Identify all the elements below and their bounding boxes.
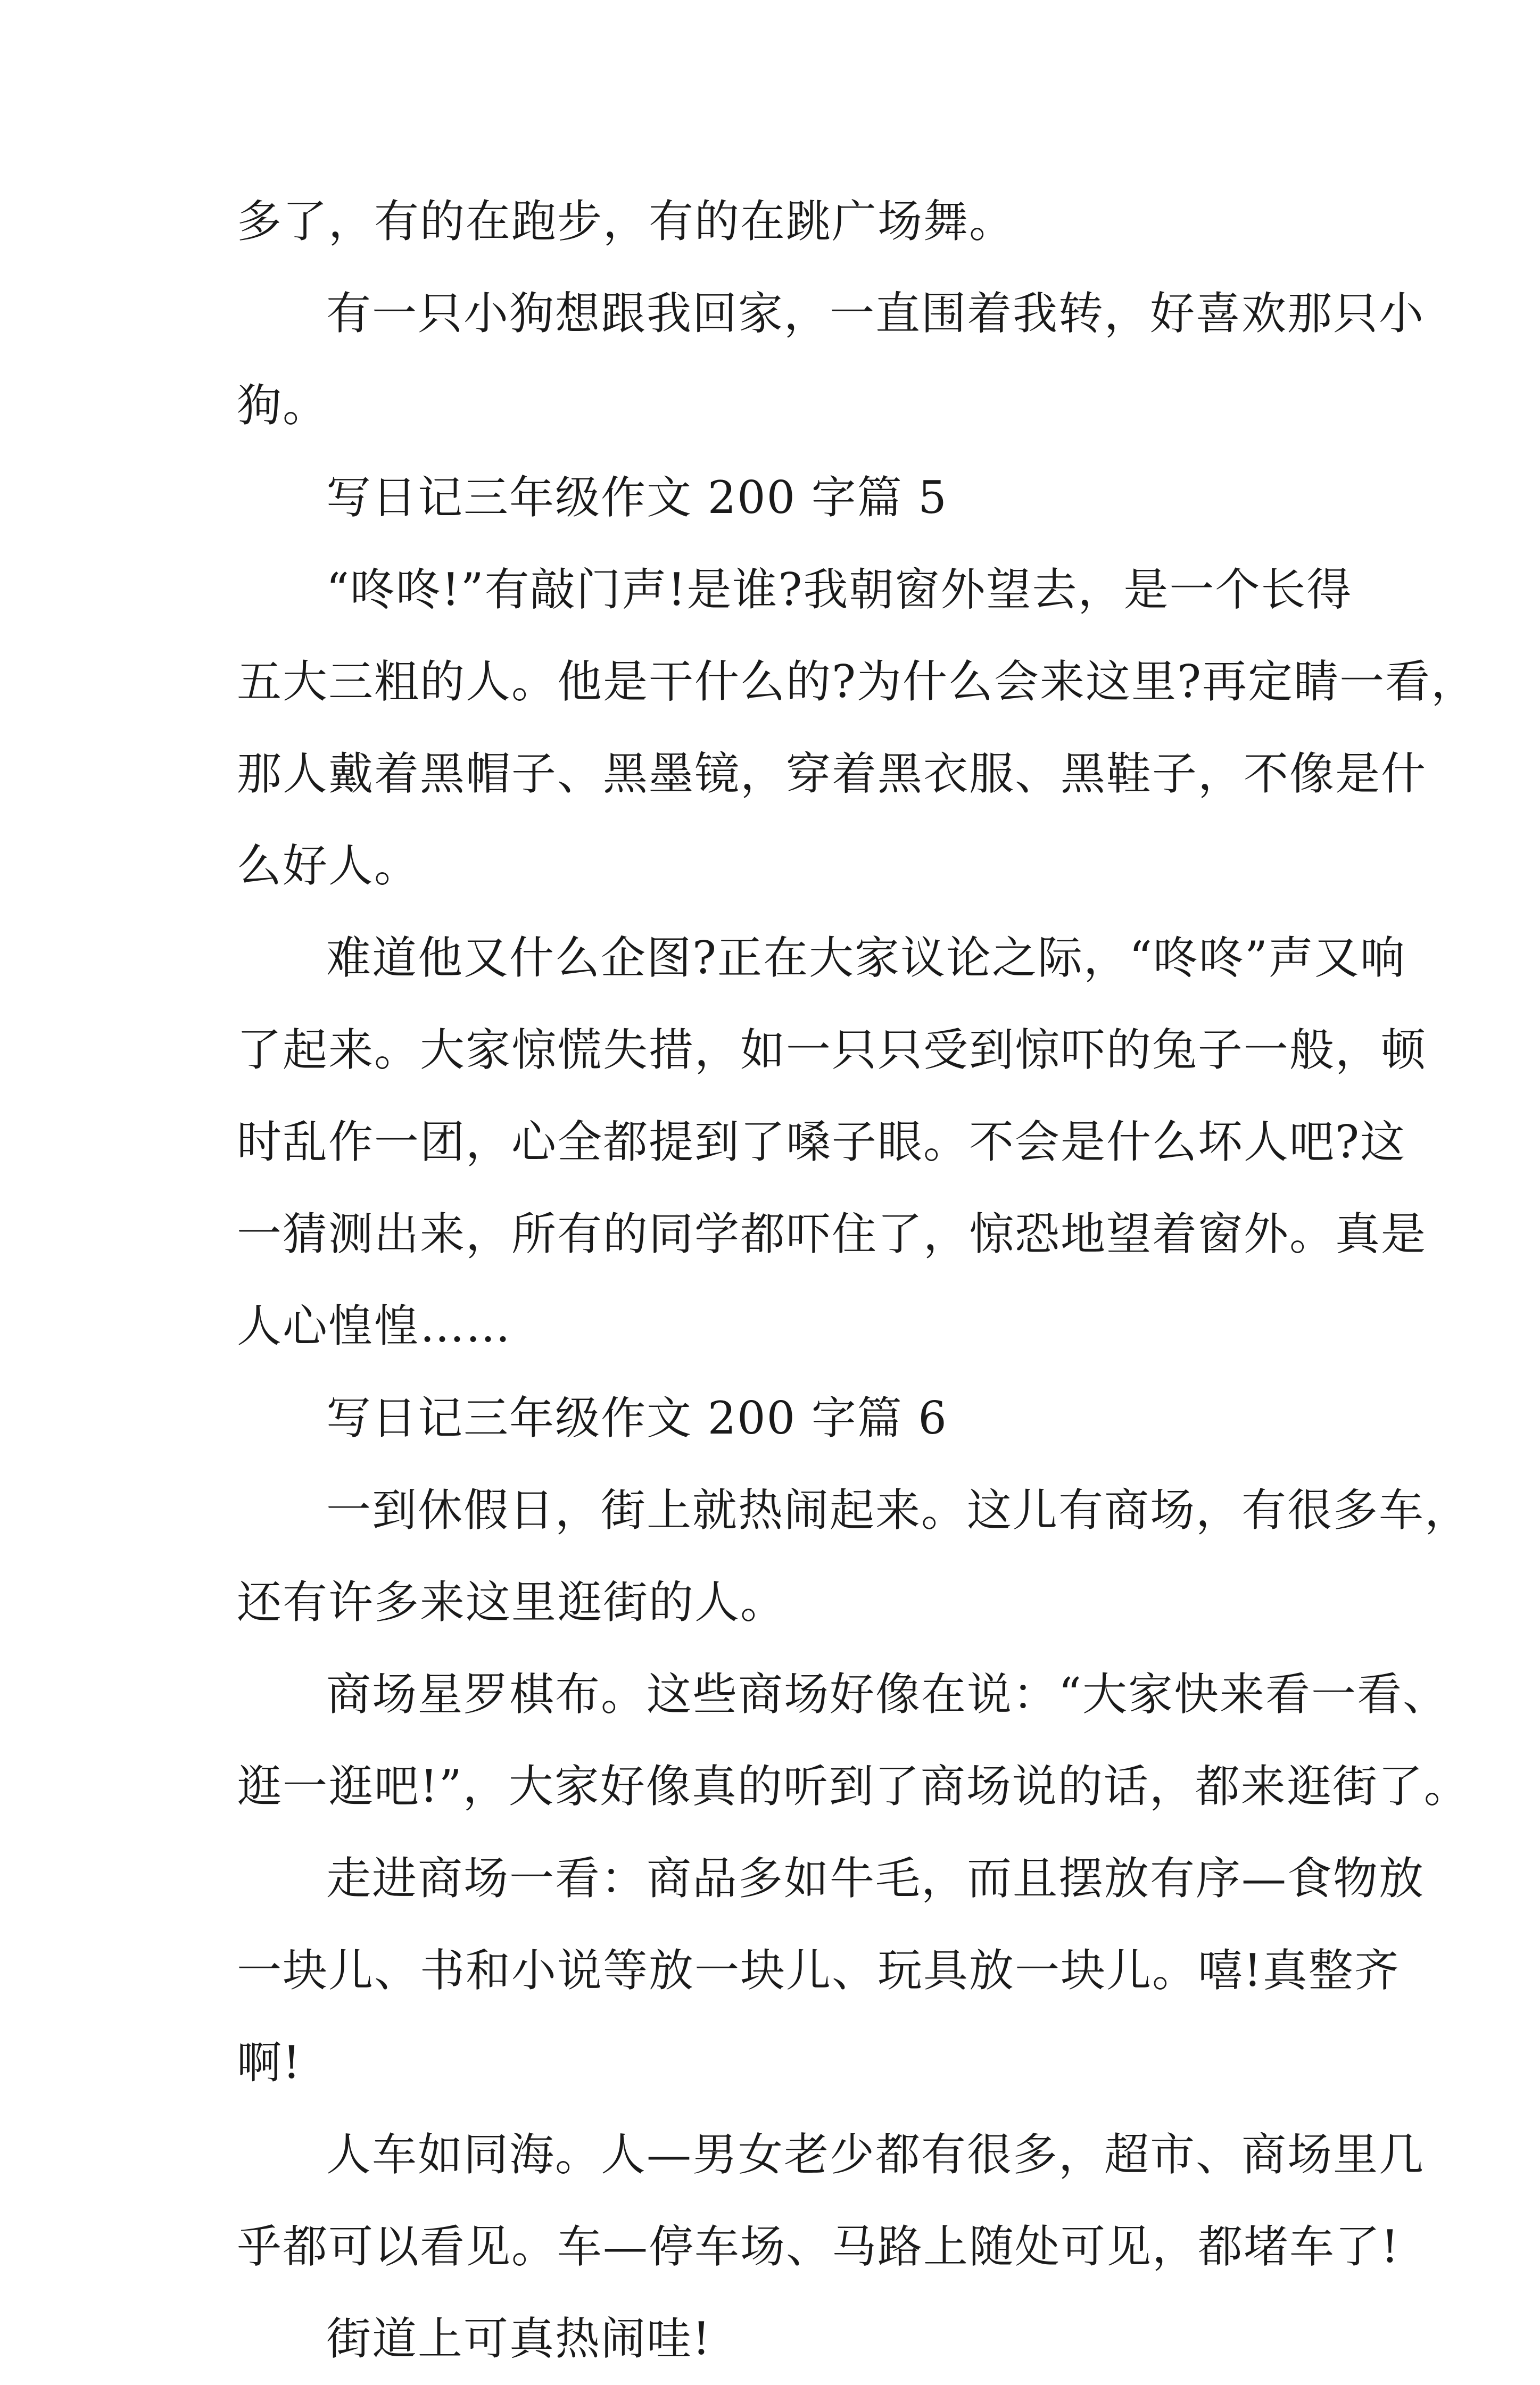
- paragraph-line: 难道他又什么企图?正在大家议论之际，“咚咚”声又响: [326, 932, 1406, 984]
- section-heading: 写日记三年级作文 200 字篇 6: [326, 1392, 948, 1444]
- paragraph-line: 走进商场一看：商品多如牛毛，而且摆放有序—食物放: [326, 1852, 1425, 1904]
- body-line: 了起来。大家惊慌失措，如一只只受到惊吓的兔子一般，顿: [237, 1024, 1427, 1076]
- paragraph-line: 一到休假日，街上就热闹起来。这儿有商场，有很多车，: [326, 1484, 1471, 1536]
- paragraph-line: 有一只小狗想跟我回家，一直围着我转，好喜欢那只小: [326, 287, 1425, 339]
- paragraph-line: 人车如同海。人—男女老少都有很多，超市、商场里几: [326, 2129, 1425, 2181]
- body-line: 啊!: [237, 2036, 302, 2089]
- body-line: 多了，有的在跑步，有的在跳广场舞。: [237, 195, 1015, 247]
- body-line: 还有许多来这里逛街的人。: [237, 1576, 786, 1628]
- body-line: 五大三粗的人。他是干什么的?为什么会来这里?再定睛一看，: [237, 656, 1477, 708]
- paragraph-line: “咚咚!”有敲门声!是谁?我朝窗外望去，是一个长得: [326, 564, 1353, 616]
- document-body: [237, 176, 1477, 2385]
- body-line: 时乱作一团，心全都提到了嗓子眼。不会是什么坏人吧?这: [237, 1116, 1406, 1168]
- body-line: 那人戴着黑帽子、黑墨镜，穿着黑衣服、黑鞋子，不像是什: [237, 748, 1427, 800]
- body-line: 狗。: [237, 379, 329, 432]
- body-line: 一猜测出来，所有的同学都吓住了，惊恐地望着窗外。真是: [237, 1208, 1427, 1260]
- paragraph-line: 街道上可真热闹哇!: [326, 2313, 711, 2365]
- section-heading: 写日记三年级作文 200 字篇 5: [326, 471, 948, 524]
- body-line: 一块儿、书和小说等放一块儿、玩具放一块儿。嘻!真整齐: [237, 1944, 1400, 1997]
- body-line: 人心惶惶……: [237, 1300, 512, 1352]
- body-line: 乎都可以看见。车—停车场、马路上随处可见，都堵车了!: [237, 2221, 1400, 2273]
- body-line: 么好人。: [237, 840, 420, 892]
- body-line: 逛一逛吧!”，大家好像真的听到了商场说的话，都来逛街了。: [237, 1760, 1470, 1812]
- paragraph-line: 商场星罗棋布。这些商场好像在说：“大家快来看一看、: [326, 1668, 1448, 1720]
